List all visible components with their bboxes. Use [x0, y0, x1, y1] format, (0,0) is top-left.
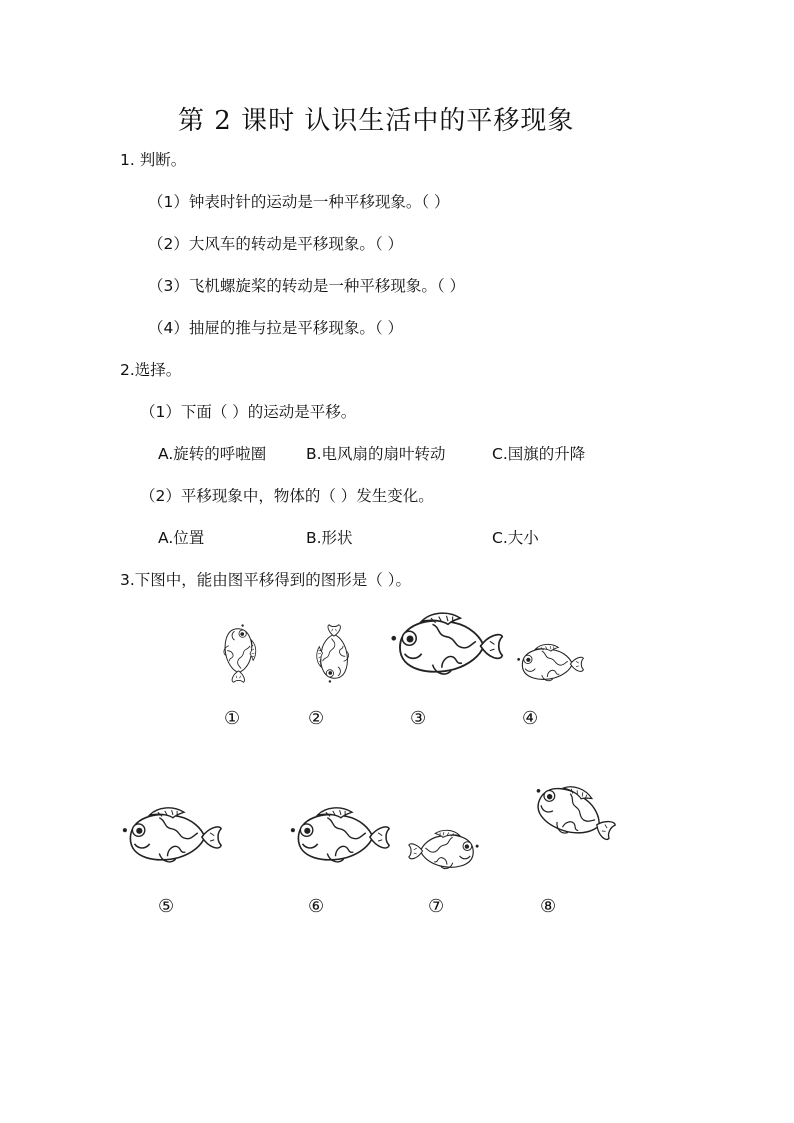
fish-figure-6 — [286, 800, 396, 874]
figure-label-3: ③ — [410, 708, 427, 729]
page-title: 第 2 课时 认识生活中的平移现象 — [178, 106, 575, 136]
fish-figure-8 — [526, 768, 622, 860]
question-1-item-3: （3）飞机螺旋桨的转动是一种平移现象。（ ） — [148, 277, 466, 295]
question-2-heading: 2.选择。 — [120, 361, 182, 379]
figure-label-4: ④ — [522, 708, 539, 729]
fish-figure-2 — [300, 622, 372, 686]
fish-figure-3 — [386, 602, 510, 690]
figure-label-2: ② — [308, 708, 325, 729]
question-2-sub-1-option-c: C.国旗的升降 — [492, 445, 586, 463]
fish-figure-1 — [196, 620, 268, 686]
fish-figure-7 — [404, 826, 482, 876]
figure-label-7: ⑦ — [428, 896, 445, 917]
question-2-sub-1-option-a: A.旋转的呼啦圈 — [158, 445, 267, 463]
fish-figure-4 — [514, 636, 588, 692]
question-3-heading: 3.下图中，能由图平移得到的图形是（ ）。 — [120, 571, 411, 589]
question-1-item-2: （2）大风车的转动是平移现象。（ ） — [148, 235, 404, 253]
question-1-item-1: （1）钟表时针的运动是一种平移现象。（ ） — [148, 193, 450, 211]
question-1-item-4: （4）抽屉的推与拉是平移现象。（ ） — [148, 319, 404, 337]
question-2-sub-2: （2）平移现象中，物体的（ ）发生变化。 — [140, 487, 434, 505]
question-2-sub-2-option-b: B.形状 — [306, 529, 353, 547]
question-2-sub-2-option-a: A.位置 — [158, 529, 205, 547]
question-2-sub-1-option-b: B.电风扇的扇叶转动 — [306, 445, 446, 463]
figure-label-8: ⑧ — [540, 896, 557, 917]
question-1-heading: 1. 判断。 — [120, 151, 187, 169]
question-2-sub-1: （1）下面（ ）的运动是平移。 — [140, 403, 357, 421]
figure-label-5: ⑤ — [158, 896, 175, 917]
figure-label-6: ⑥ — [308, 896, 325, 917]
question-2-sub-2-option-c: C.大小 — [492, 529, 539, 547]
figure-label-1: ① — [224, 708, 241, 729]
fish-figure-5 — [118, 800, 228, 874]
